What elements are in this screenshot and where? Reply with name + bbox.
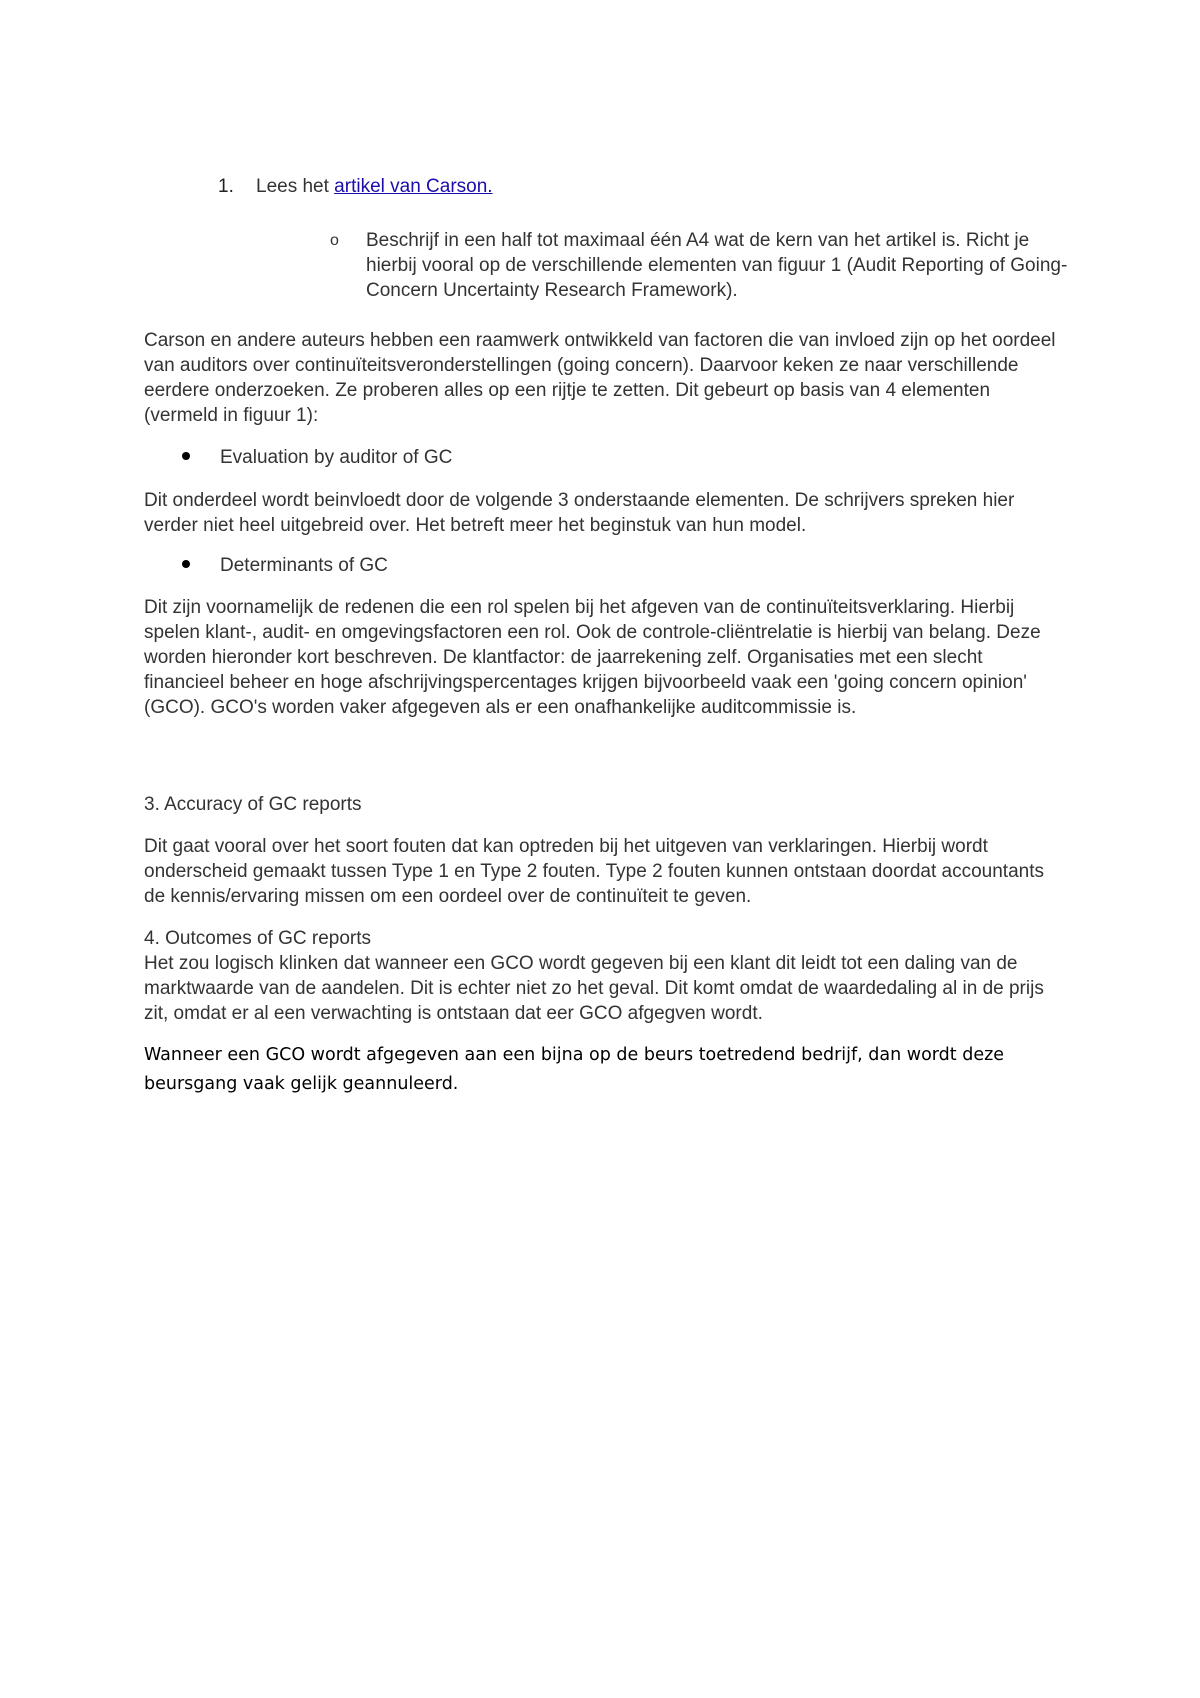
- bullet-item-evaluation: [182, 445, 452, 470]
- intro-paragraph: Carson en andere auteurs hebben een raamwerk ontwikkeld van factoren die van invloed zijn op het oordeel van auditors over continuïteitsveronderstellingen (going concern). Daarvoor keken ze naar verschillende eerdere onderzoeken. Ze proberen alles op een rijtje te zetten. Dit gebeurt op basis van 4 elementen (vermeld in figuur 1):: [144, 330, 1056, 426]
- numbered-list-item: [218, 174, 493, 199]
- list-item-text: Lees het: [256, 176, 335, 197]
- bullet-icon: [182, 560, 190, 568]
- bullet-text: Determinants of GC: [220, 555, 388, 576]
- sub-list-text: Beschrijf in een half tot maximaal één A4 wat de kern van het artikel is. Richt je hierbij vooral op de verschillende elementen van figuur 1 (Audit Reporting of Going-Concern Uncertainty Research Framework).: [366, 230, 1068, 301]
- evaluation-paragraph: Dit onderdeel wordt beinvloedt door de volgende 3 onderstaande elementen. De schrijvers spreken hier verder niet heel uitgebreid over. Het betreft meer het beginstuk van hun model.: [144, 490, 1015, 536]
- sub-list-marker: o: [330, 232, 339, 249]
- bullet-text: Evaluation by auditor of GC: [220, 447, 453, 468]
- carson-article-link[interactable]: artikel van Carson.: [334, 176, 493, 197]
- list-number: 1.: [218, 176, 234, 197]
- determinants-paragraph: Dit zijn voornamelijk de redenen die een rol spelen bij het afgeven van de continuïteitsverklaring. Hierbij spelen klant-, audit- en omgevingsfactoren een rol. Ook de controle-cliëntrelatie is hierbij van belang. Deze worden hieronder kort beschreven. De klantfactor: de jaarrekening zelf. Organisaties met een slecht financieel beheer en hoge afschrijvingspercentages krijgen bijvoorbeeld vaak een 'going concern opinion' (GCO). GCO's worden vaker afgegeven als er een onafhankelijke auditcommissie is.: [144, 597, 1041, 718]
- bullet-item-determinants: [182, 553, 388, 578]
- bullet-icon: [182, 452, 190, 460]
- final-paragraph: Wanneer een GCO wordt afgegeven aan een bijna op de beurs toetredend bedrijf, dan wordt deze beursgang vaak gelijk geannuleerd.: [144, 1045, 1005, 1094]
- outcomes-paragraph: Het zou logisch klinken dat wanneer een GCO wordt gegeven bij een klant dit leidt tot een daling van de marktwaarde van de aandelen. Dit is echter niet zo het geval. Dit komt omdat de waardedaling al in de prijs zit, omdat er al een verwachting is ontstaan dat eer GCO afgegven wordt.: [144, 953, 1044, 1024]
- heading-outcomes: 4. Outcomes of GC reports: [144, 928, 372, 949]
- heading-accuracy: 3. Accuracy of GC reports: [144, 794, 362, 815]
- accuracy-paragraph: Dit gaat vooral over het soort fouten dat kan optreden bij het uitgeven van verklaringen. Hierbij wordt onderscheid gemaakt tussen Type 1 en Type 2 fouten. Type 2 fouten kunnen ontstaan doordat accountants de kennis/ervaring missen om een oordeel over de continuïteit te geven.: [144, 836, 1044, 907]
- sub-list-item: [330, 228, 1070, 303]
